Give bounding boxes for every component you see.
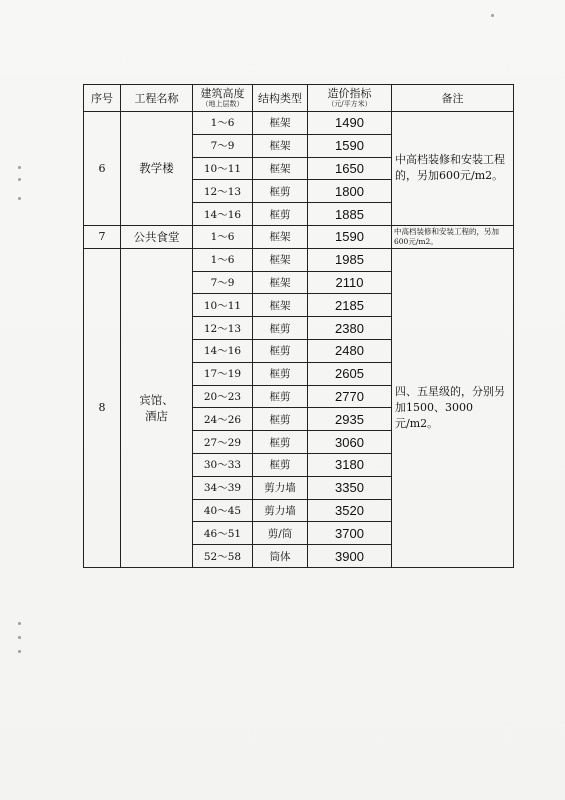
structure-cell: 框剪 (253, 180, 308, 203)
scan-speck (18, 636, 21, 639)
structure-cell: 框剪 (253, 362, 308, 385)
structure-cell: 框架 (253, 294, 308, 317)
structure-cell: 剪力墙 (253, 499, 308, 522)
cost-cell: 3060 (308, 431, 392, 454)
cost-cell: 2480 (308, 339, 392, 362)
structure-cell: 剪/筒 (253, 522, 308, 545)
header-structure: 结构类型 (253, 85, 308, 112)
height-cell: 46～51 (193, 522, 253, 545)
table-row (84, 248, 514, 271)
project-name-line2: 酒店 (145, 408, 168, 423)
structure-cell: 框架 (253, 271, 308, 294)
scan-speck (491, 14, 494, 17)
seq-cell: 8 (84, 248, 121, 567)
cost-cell: 3350 (308, 476, 392, 499)
structure-cell: 框架 (253, 134, 308, 157)
structure-cell: 框剪 (253, 408, 308, 431)
height-cell: 14～16 (193, 339, 253, 362)
structure-cell: 框剪 (253, 453, 308, 476)
height-cell: 30～33 (193, 453, 253, 476)
structure-cell: 框架 (253, 157, 308, 180)
cost-cell: 2110 (308, 271, 392, 294)
cost-cell: 1590 (308, 225, 392, 248)
cost-cell: 1885 (308, 203, 392, 226)
header-building-height (193, 85, 253, 112)
project-name-cell: 公共食堂 (121, 225, 193, 248)
header-cost-index-label: 造价指标 (327, 87, 372, 100)
cost-cell: 1985 (308, 248, 392, 271)
height-cell: 10～11 (193, 294, 253, 317)
header-remarks: 备注 (392, 85, 514, 112)
height-cell: 12～13 (193, 317, 253, 340)
height-cell: 1～6 (193, 248, 253, 271)
scan-speck (18, 622, 21, 625)
cost-cell: 1650 (308, 157, 392, 180)
project-name-cell (121, 248, 193, 567)
height-cell: 27～29 (193, 431, 253, 454)
cost-cell: 1590 (308, 134, 392, 157)
table-row (84, 112, 514, 135)
height-cell: 20～23 (193, 385, 253, 408)
cost-cell: 1800 (308, 180, 392, 203)
header-project-name: 工程名称 (121, 85, 193, 112)
project-name-line1: 宾馆、 (139, 392, 174, 407)
height-cell: 52～58 (193, 545, 253, 568)
remark-cell: 中高档装修和安装工程的，另加600元/m2。 (392, 225, 514, 248)
structure-cell: 框架 (253, 225, 308, 248)
cost-cell: 1490 (308, 112, 392, 135)
height-cell: 7～9 (193, 271, 253, 294)
scan-speck (18, 197, 21, 200)
table-header-row (84, 85, 514, 112)
header-building-height-label: 建筑高度 (200, 87, 245, 100)
structure-cell: 框剪 (253, 317, 308, 340)
project-name-cell: 教学楼 (121, 112, 193, 226)
height-cell: 10～11 (193, 157, 253, 180)
remark-cell: 中高档装修和安装工程的，另加600元/m2。 (392, 112, 514, 226)
height-cell: 12～13 (193, 180, 253, 203)
structure-cell: 剪力墙 (253, 476, 308, 499)
cost-cell: 3520 (308, 499, 392, 522)
scan-speck (18, 178, 21, 181)
structure-cell: 框剪 (253, 203, 308, 226)
height-cell: 34～39 (193, 476, 253, 499)
height-cell: 24～26 (193, 408, 253, 431)
structure-cell: 框架 (253, 112, 308, 135)
cost-cell: 2605 (308, 362, 392, 385)
seq-cell: 7 (84, 225, 121, 248)
seq-cell: 6 (84, 112, 121, 226)
cost-cell: 3180 (308, 453, 392, 476)
cost-cell: 3900 (308, 545, 392, 568)
height-cell: 1～6 (193, 112, 253, 135)
header-cost-index-sub: （元/平方米） (327, 100, 372, 108)
structure-cell: 框剪 (253, 385, 308, 408)
cost-cell: 2185 (308, 294, 392, 317)
header-building-height-sub: （地上层数） (201, 100, 244, 108)
structure-cell: 框剪 (253, 431, 308, 454)
height-cell: 1～6 (193, 225, 253, 248)
scan-speck (18, 650, 21, 653)
cost-index-table (83, 84, 514, 568)
header-seq: 序号 (84, 85, 121, 112)
scan-speck (18, 166, 21, 169)
header-cost-index (308, 85, 392, 112)
table-row (84, 225, 514, 248)
cost-cell: 3700 (308, 522, 392, 545)
cost-cell: 2770 (308, 385, 392, 408)
cost-cell: 2935 (308, 408, 392, 431)
height-cell: 7～9 (193, 134, 253, 157)
remark-cell: 四、五星级的，分别另加1500、3000元/m2。 (392, 248, 514, 567)
cost-cell: 2380 (308, 317, 392, 340)
height-cell: 14～16 (193, 203, 253, 226)
structure-cell: 框架 (253, 248, 308, 271)
structure-cell: 筒体 (253, 545, 308, 568)
structure-cell: 框剪 (253, 339, 308, 362)
height-cell: 40～45 (193, 499, 253, 522)
height-cell: 17～19 (193, 362, 253, 385)
